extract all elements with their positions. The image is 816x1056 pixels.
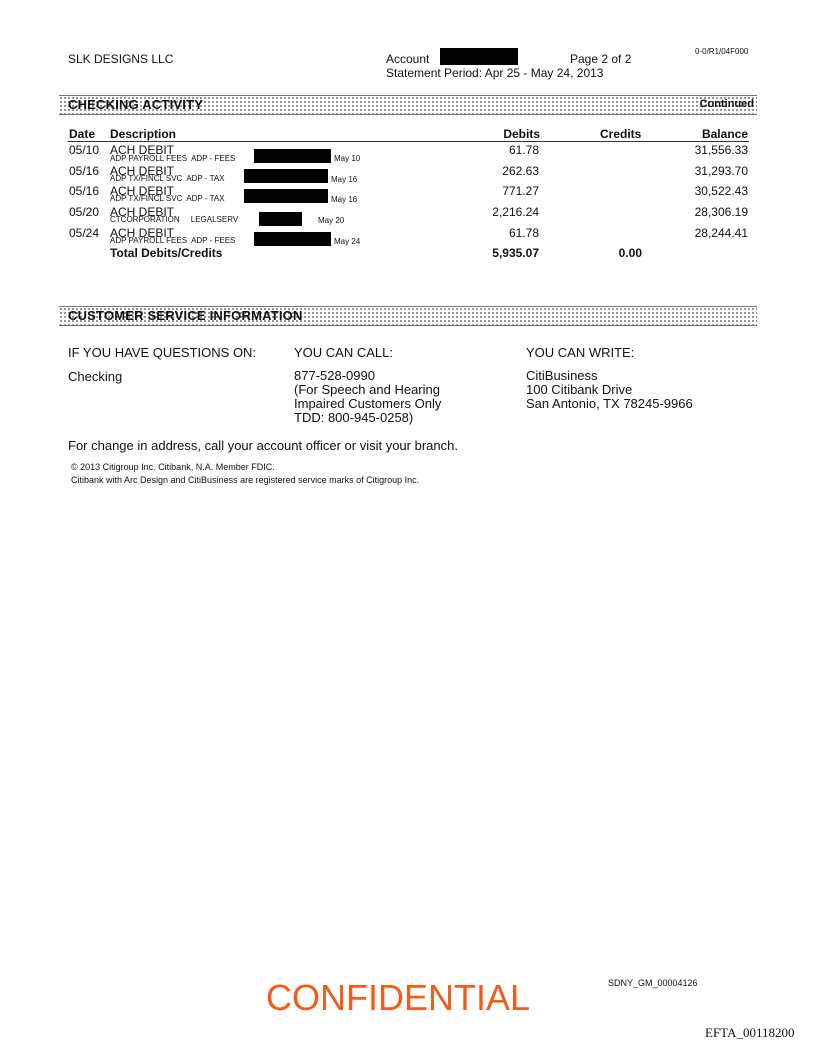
phone-line: Impaired Customers Only [294,396,442,411]
row-subdescription: ADP TX/FINCL SVC ADP - TAX [110,194,225,203]
copyright-line: © 2013 Citigroup Inc. Citibank, N.A. Member FDIC. [71,462,275,472]
row-date: 05/24 [69,226,100,240]
table-header-rule [68,141,749,142]
row-debit: 2,216.24 [492,205,539,219]
efta-bates-number: EFTA_00118200 [705,1025,795,1040]
checking-activity-title: CHECKING ACTIVITY [68,97,204,112]
account-label: Account [386,52,430,66]
totals-debits: 5,935.07 [492,246,539,260]
write-heading: YOU CAN WRITE: [526,345,635,360]
row-date: 05/16 [69,164,100,178]
row-subdate: May 24 [334,237,361,246]
row-balance: 28,244.41 [694,226,748,240]
form-code: 0-0/R1/04F000 [695,47,749,56]
row-subdescription: ADP TX/FINCL SVC ADP - TAX [110,174,225,183]
questions-heading: IF YOU HAVE QUESTIONS ON: [68,345,257,360]
row-debit: 61.78 [508,226,539,240]
phone-block [294,369,441,425]
company-name: SLK DESIGNS LLC [68,52,174,66]
row-type: ACH DEBIT [110,184,175,198]
address-line: CitiBusiness [526,368,598,383]
redaction-block [244,189,328,203]
row-subdescription: ADP PAYROLL FEES ADP - FEES [110,154,236,163]
address-change-note: For change in address, call your account officer or visit your branch. [68,438,458,453]
row-type: ACH DEBIT [110,164,175,178]
row-type: ACH DEBIT [110,226,175,240]
row-subdate: May 16 [331,195,358,204]
col-balance-header: Balance [701,127,748,141]
address-line: 100 Citibank Drive [526,382,633,397]
trademark-line: Citibank with Arc Design and CitiBusiness are registered service marks of Citigroup Inc. [71,475,420,485]
row-debit: 262.63 [502,164,539,178]
address-line: San Antonio, TX 78245-9966 [526,396,693,411]
customer-service-band [59,306,757,326]
row-type: ACH DEBIT [110,205,175,219]
row-balance: 28,306.19 [694,205,748,219]
redaction-block [244,169,328,183]
row-subdate: May 20 [318,216,345,225]
row-balance: 30,522.43 [694,184,748,198]
totals-credits: 0.00 [618,246,642,260]
row-balance: 31,293.70 [694,164,748,178]
address-block [526,369,693,411]
redaction-block [254,232,331,246]
phone-line: 877-528-0990 [294,368,375,383]
col-date-header: Date [69,127,96,141]
topic-checking: Checking [68,369,123,384]
row-date: 05/16 [69,184,100,198]
totals-label: Total Debits/Credits [110,246,223,260]
redaction-block [259,212,302,226]
customer-service-title: CUSTOMER SERVICE INFORMATION [68,308,303,323]
row-subdescription: CTCORPORATION LEGALSERV [110,215,239,224]
checking-activity-band [59,95,757,115]
col-credits-header: Credits [600,127,642,141]
row-date: 05/10 [69,143,100,157]
col-description-header: Description [110,127,177,141]
page-indicator: Page 2 of 2 [570,52,632,66]
phone-line: TDD: 800-945-0258) [294,410,414,425]
row-debit: 771.27 [502,184,539,198]
row-debit: 61.78 [508,143,539,157]
statement-period: Statement Period: Apr 25 - May 24, 2013 [386,66,604,80]
row-date: 05/20 [69,205,100,219]
col-debits-header: Debits [503,127,540,141]
row-type: ACH DEBIT [110,143,175,157]
confidential-stamp: CONFIDENTIAL [266,977,531,1018]
call-heading: YOU CAN CALL: [294,345,393,360]
row-subdescription: ADP PAYROLL FEES ADP - FEES [110,236,236,245]
redaction-block [254,149,331,163]
row-balance: 31,556.33 [694,143,748,157]
phone-line: (For Speech and Hearing [294,382,440,397]
sdny-bates-number: SDNY_GM_00004126 [608,978,698,988]
row-subdate: May 16 [331,175,358,184]
account-number-redaction [440,48,518,65]
row-subdate: May 10 [334,154,361,163]
continued-label: Continued [699,98,754,110]
